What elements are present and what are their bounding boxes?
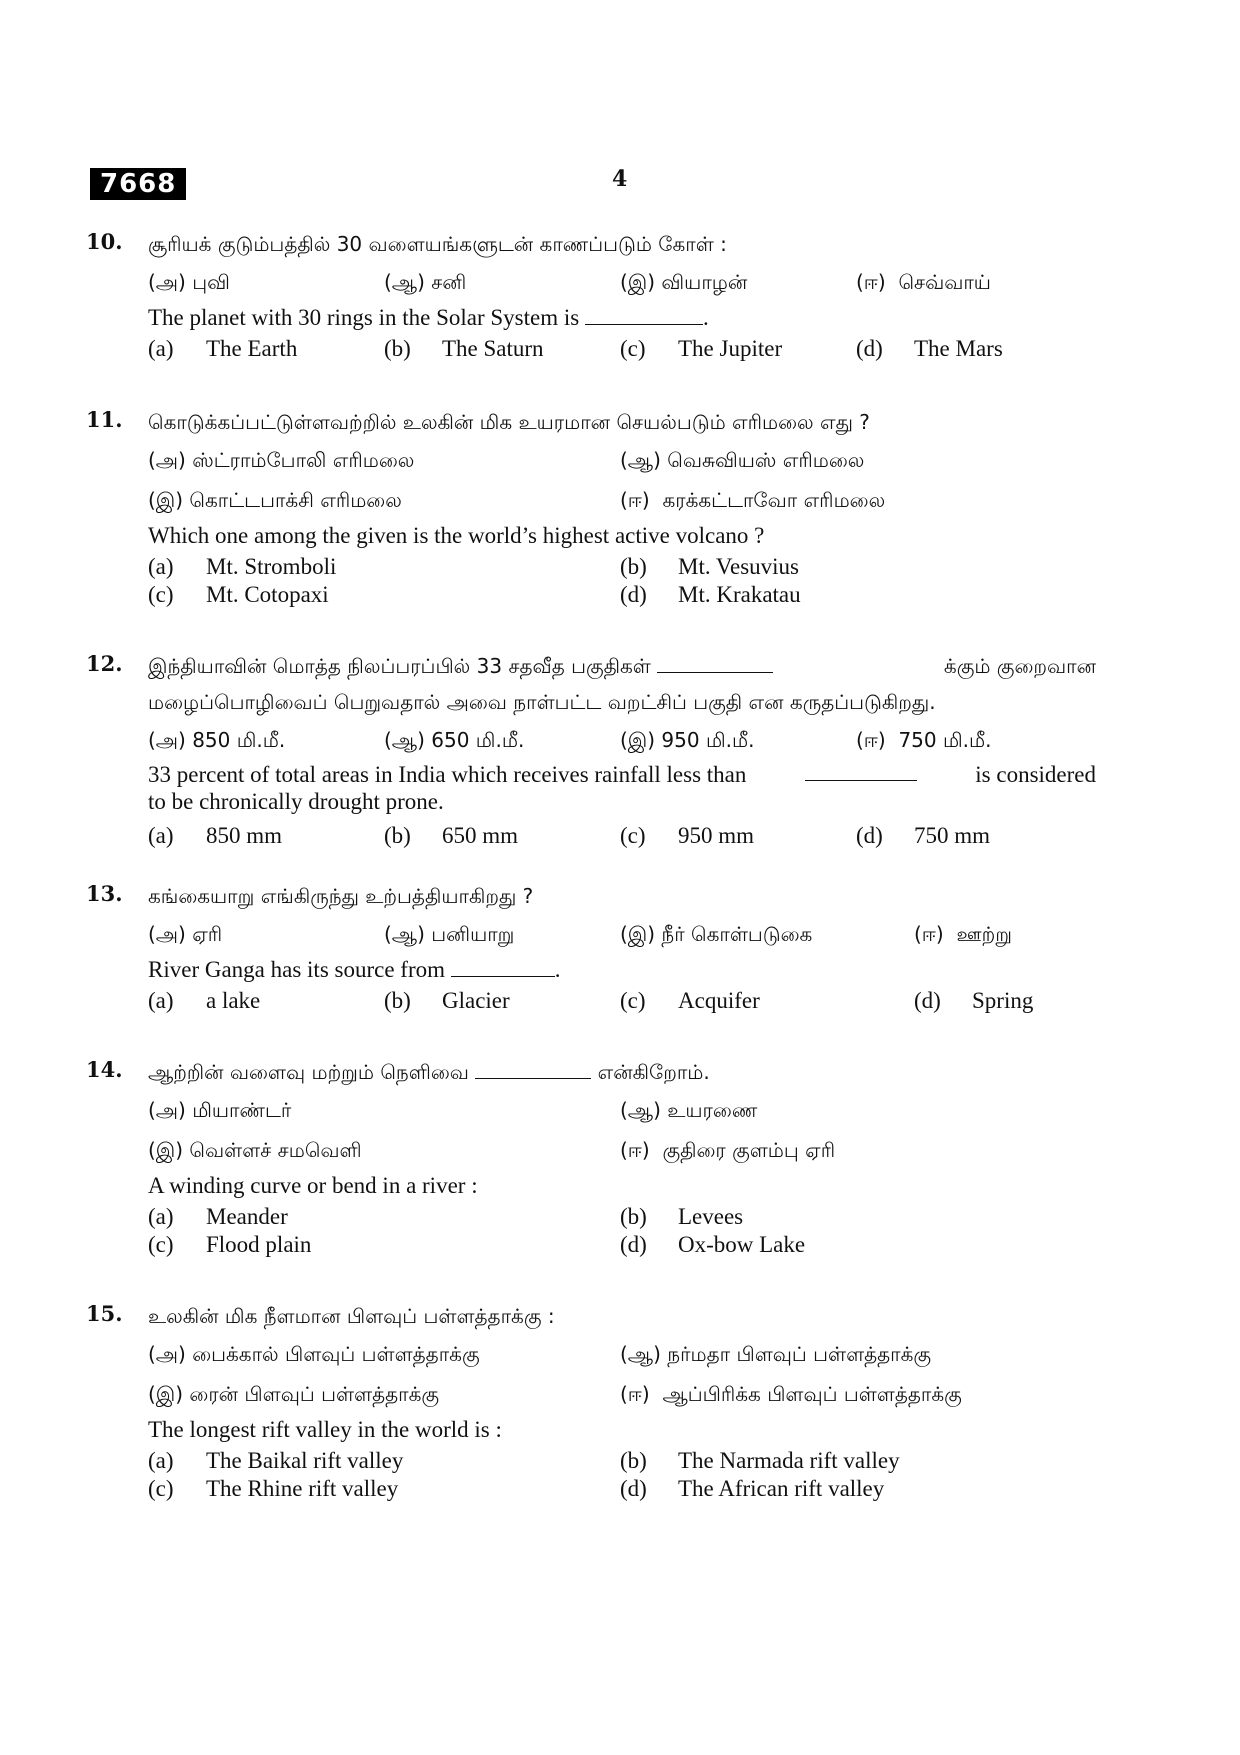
question-number: 13. <box>86 881 123 906</box>
tamil-option-c: (இ) நீர் கொள்படுகை <box>620 922 813 946</box>
english-stem: A winding curve or bend in a river : <box>148 1173 478 1198</box>
english-option-a: (a) 850 mm <box>148 823 283 848</box>
question-13 <box>86 878 1096 1018</box>
tamil-options <box>148 1334 1096 1374</box>
english-options <box>148 579 1096 607</box>
english-options <box>148 1201 1096 1229</box>
english-option-d: (d) Spring <box>914 988 1034 1013</box>
tamil-option-d: (ஈ) 750 மி.மீ. <box>856 728 992 752</box>
english-option-b: (b) The Narmada rift valley <box>620 1448 900 1473</box>
tamil-options <box>148 440 1096 480</box>
english-option-c: (c) Mt. Cotopaxi <box>148 582 329 607</box>
tamil-option-d: (ஈ) குதிரை குளம்பு ஏரி <box>620 1138 836 1162</box>
english-option-b: (b) The Saturn <box>384 336 544 361</box>
tamil-options <box>148 720 1096 760</box>
english-option-b: (b) Glacier <box>384 988 510 1013</box>
english-stem: Which one among the given is the world’s highest active volcano ? <box>148 523 765 548</box>
english-option-b: (b) Levees <box>620 1204 744 1229</box>
tamil-option-a: (அ) பைக்கால் பிளவுப் பள்ளத்தாக்கு <box>148 1342 480 1366</box>
english-options <box>148 333 1096 366</box>
english-option-d: (d) Ox-bow Lake <box>620 1232 806 1257</box>
english-option-a: (a) Mt. Stromboli <box>148 554 337 579</box>
english-option-d: (d) 750 mm <box>856 823 991 848</box>
tamil-option-b: (ஆ) நர்மதா பிளவுப் பள்ளத்தாக்கு <box>620 1342 932 1366</box>
tamil-option-a: (அ) புவி <box>148 270 230 294</box>
tamil-stem: ஆற்றின் வளைவு மற்றும் நெளிவை என்கிறோம். <box>148 1060 710 1084</box>
english-options <box>148 1445 1096 1473</box>
tamil-option-d: (ஈ) கரக்கட்டாவோ எரிமலை <box>620 488 886 512</box>
tamil-stem: சூரியக் குடும்பத்தில் 30 வளையங்களுடன் காணப்படும் கோள் : <box>148 232 727 256</box>
tamil-options <box>148 1374 1096 1414</box>
english-option-a: (a) The Earth <box>148 336 298 361</box>
tamil-options <box>148 1130 1096 1170</box>
english-stem-line-2: to be chronically drought prone. <box>148 789 444 814</box>
question-15 <box>86 1298 1096 1501</box>
tamil-option-b: (ஆ) வெசுவியஸ் எரிமலை <box>620 448 865 472</box>
english-stem: 33 percent of total areas in India which receives rainfall less than is considered <box>148 762 1096 787</box>
english-option-c: (c) 950 mm <box>620 823 755 848</box>
question-12 <box>86 648 1096 853</box>
tamil-stem-line-2: மழைப்பொழிவைப் பெறுவதால் அவை நாள்பட்ட வறட்சிப் பகுதி என கருதப்படுகிறது. <box>148 690 936 714</box>
tamil-option-c: (இ) 950 மி.மீ. <box>620 728 755 752</box>
page-number: 4 <box>612 166 628 192</box>
english-options <box>148 820 1096 853</box>
question-number: 11. <box>86 407 123 432</box>
question-number: 10. <box>86 229 123 254</box>
tamil-option-c: (இ) ரைன் பிளவுப் பள்ளத்தாக்கு <box>148 1382 440 1406</box>
english-stem: The longest rift valley in the world is : <box>148 1417 502 1442</box>
tamil-option-b: (ஆ) பனியாறு <box>384 922 515 946</box>
english-option-c: (c) Acquifer <box>620 988 760 1013</box>
tamil-stem: உலகின் மிக நீளமான பிளவுப் பள்ளத்தாக்கு : <box>148 1304 555 1328</box>
tamil-options <box>148 480 1096 520</box>
tamil-stem: கங்கையாறு எங்கிருந்து உற்பத்தியாகிறது ? <box>148 884 534 908</box>
tamil-option-b: (ஆ) உயரணை <box>620 1098 758 1122</box>
question-number: 15. <box>86 1301 123 1326</box>
english-option-d: (d) The African rift valley <box>620 1476 885 1501</box>
tamil-option-b: (ஆ) சனி <box>384 270 467 294</box>
tamil-option-a: (அ) 850 மி.மீ. <box>148 728 286 752</box>
english-stem: The planet with 30 rings in the Solar System is . <box>148 305 709 330</box>
tamil-options <box>148 914 1096 954</box>
paper-code: 7668 <box>90 168 186 200</box>
english-option-a: (a) a lake <box>148 988 261 1013</box>
english-options <box>148 1473 1096 1501</box>
english-stem: River Ganga has its source from . <box>148 957 561 982</box>
english-options <box>148 1229 1096 1257</box>
english-option-b: (b) Mt. Vesuvius <box>620 554 799 579</box>
question-10 <box>86 226 1096 366</box>
english-options <box>148 551 1096 579</box>
question-11 <box>86 404 1096 607</box>
tamil-option-d: (ஈ) ஊற்று <box>914 922 1012 946</box>
question-14 <box>86 1054 1096 1257</box>
english-option-c: (c) The Rhine rift valley <box>148 1476 399 1501</box>
tamil-stem: கொடுக்கப்பட்டுள்ளவற்றில் உலகின் மிக உயரமான செயல்படும் எரிமலை எது ? <box>148 410 870 434</box>
english-option-c: (c) Flood plain <box>148 1232 312 1257</box>
english-option-d: (d) The Mars <box>856 336 1003 361</box>
tamil-option-a: (அ) ஸ்ட்ராம்போலி எரிமலை <box>148 448 415 472</box>
tamil-option-a: (அ) மியாண்டர் <box>148 1098 292 1122</box>
tamil-options <box>148 1090 1096 1130</box>
tamil-stem: இந்தியாவின் மொத்த நிலப்பரப்பில் 33 சதவீத பகுதிகள் க்கும் குறைவான <box>148 654 1096 678</box>
tamil-option-c: (இ) வெள்ளச் சமவெளி <box>148 1138 362 1162</box>
english-option-d: (d) Mt. Krakatau <box>620 582 801 607</box>
question-number: 14. <box>86 1057 123 1082</box>
tamil-option-b: (ஆ) 650 மி.மீ. <box>384 728 525 752</box>
tamil-options <box>148 262 1096 302</box>
english-option-c: (c) The Jupiter <box>620 336 783 361</box>
english-options <box>148 985 1096 1018</box>
tamil-option-a: (அ) ஏரி <box>148 922 223 946</box>
question-number: 12. <box>86 651 123 676</box>
tamil-option-c: (இ) கொட்டபாக்சி எரிமலை <box>148 488 402 512</box>
tamil-option-d: (ஈ) ஆப்பிரிக்க பிளவுப் பள்ளத்தாக்கு <box>620 1382 962 1406</box>
tamil-option-d: (ஈ) செவ்வாய் <box>856 270 991 294</box>
english-option-a: (a) Meander <box>148 1204 288 1229</box>
english-option-b: (b) 650 mm <box>384 823 519 848</box>
tamil-option-c: (இ) வியாழன் <box>620 270 748 294</box>
english-option-a: (a) The Baikal rift valley <box>148 1448 404 1473</box>
